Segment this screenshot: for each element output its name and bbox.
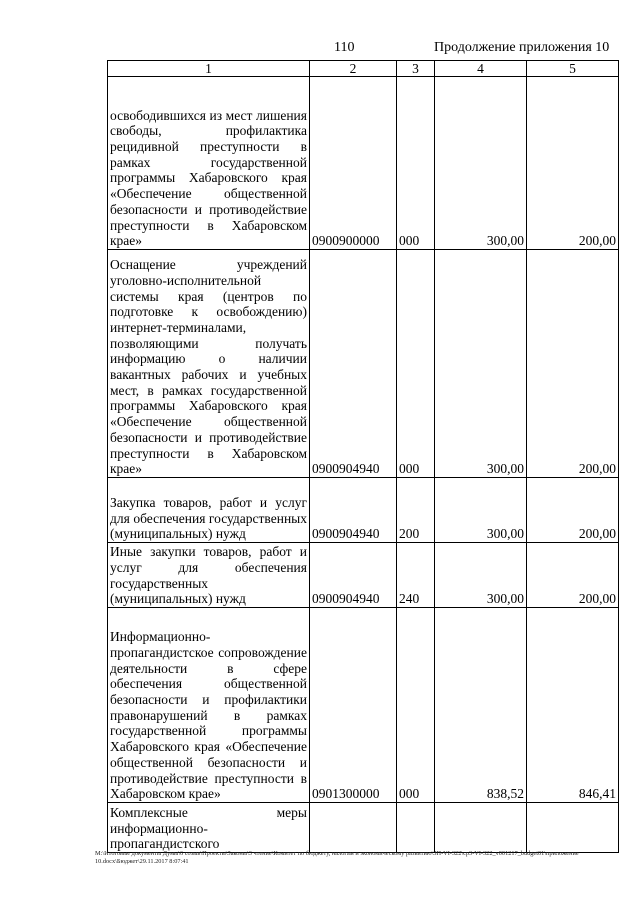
expense-type-code: 240 [397, 543, 435, 608]
amount-year1: 300,00 [435, 543, 527, 608]
table-row [108, 543, 619, 608]
item-name: Иные закупки товаров, работ и услуг для обеспечения государственных (муниципальных) нужд [108, 543, 310, 608]
target-code: 0900904940 [310, 543, 397, 608]
table-row [108, 77, 619, 250]
target-code [310, 803, 397, 853]
page-number: 110 [334, 40, 355, 55]
table-row [108, 608, 619, 803]
target-code: 0900900000 [310, 77, 397, 250]
amount-year2: 200,00 [527, 543, 619, 608]
column-header: 3 [397, 61, 435, 77]
amount-year2: 200,00 [527, 478, 619, 543]
table-header-row [108, 61, 619, 77]
file-path-footer: М:\Итоговые документы Думы\6 созыв\Проекты\Законы\3 чтение\Комитет по бюджету, налогам и экономическому развитию\ЗП-VI-322\ср3-VI-322_v001217_budget01\приложение 10.docx\Бюджет\29.11.2017 8:07:41 [95, 850, 579, 865]
column-header: 1 [108, 61, 310, 77]
item-name: Комплексные меры информационно-пропагандистского [108, 803, 310, 853]
item-name: освободившихся из мест лишения свободы, профилактика рецидивной преступности в рамках государственной программы Хабаровского края «Обеспечение общественной безопасности и противодействие преступности в Хабаровском крае» [108, 77, 310, 250]
amount-year2: 200,00 [527, 77, 619, 250]
amount-year1: 300,00 [435, 77, 527, 250]
target-code: 0900904940 [310, 250, 397, 478]
column-header: 4 [435, 61, 527, 77]
amount-year1: 300,00 [435, 478, 527, 543]
target-code: 0901300000 [310, 608, 397, 803]
expense-type-code [397, 803, 435, 853]
amount-year1 [435, 803, 527, 853]
table-row [108, 803, 619, 853]
expense-type-code: 000 [397, 77, 435, 250]
column-header: 2 [310, 61, 397, 77]
amount-year2: 200,00 [527, 250, 619, 478]
item-name: Информационно-пропагандистское сопровождение деятельности в сфере обеспечения общественной безопасности и профилактики правонарушений в рамках государственной программы Хабаровского края «Обеспечение общественной безопасности и противодействие преступности в Хабаровском крае» [108, 608, 310, 803]
column-header: 5 [527, 61, 619, 77]
budget-table [107, 60, 619, 853]
item-name: Оснащение учреждений уголовно-исполнительной системы края (центров по подготовке к освобождению) интернет-терминалами, позволяющими получать информацию о наличии вакантных рабочих и учебных мест, в рамках государственной программы Хабаровского края «Обеспечение общественной безопасности и противодействие преступности в Хабаровском крае» [108, 250, 310, 478]
amount-year1: 300,00 [435, 250, 527, 478]
target-code: 0900904940 [310, 478, 397, 543]
amount-year2: 846,41 [527, 608, 619, 803]
table-row [108, 478, 619, 543]
amount-year1: 838,52 [435, 608, 527, 803]
expense-type-code: 000 [397, 250, 435, 478]
continuation-label: Продолжение приложения 10 [434, 40, 610, 55]
table-row [108, 250, 619, 478]
expense-type-code: 000 [397, 608, 435, 803]
amount-year2 [527, 803, 619, 853]
expense-type-code: 200 [397, 478, 435, 543]
item-name: Закупка товаров, работ и услуг для обеспечения государственных (муниципальных) нужд [108, 478, 310, 543]
